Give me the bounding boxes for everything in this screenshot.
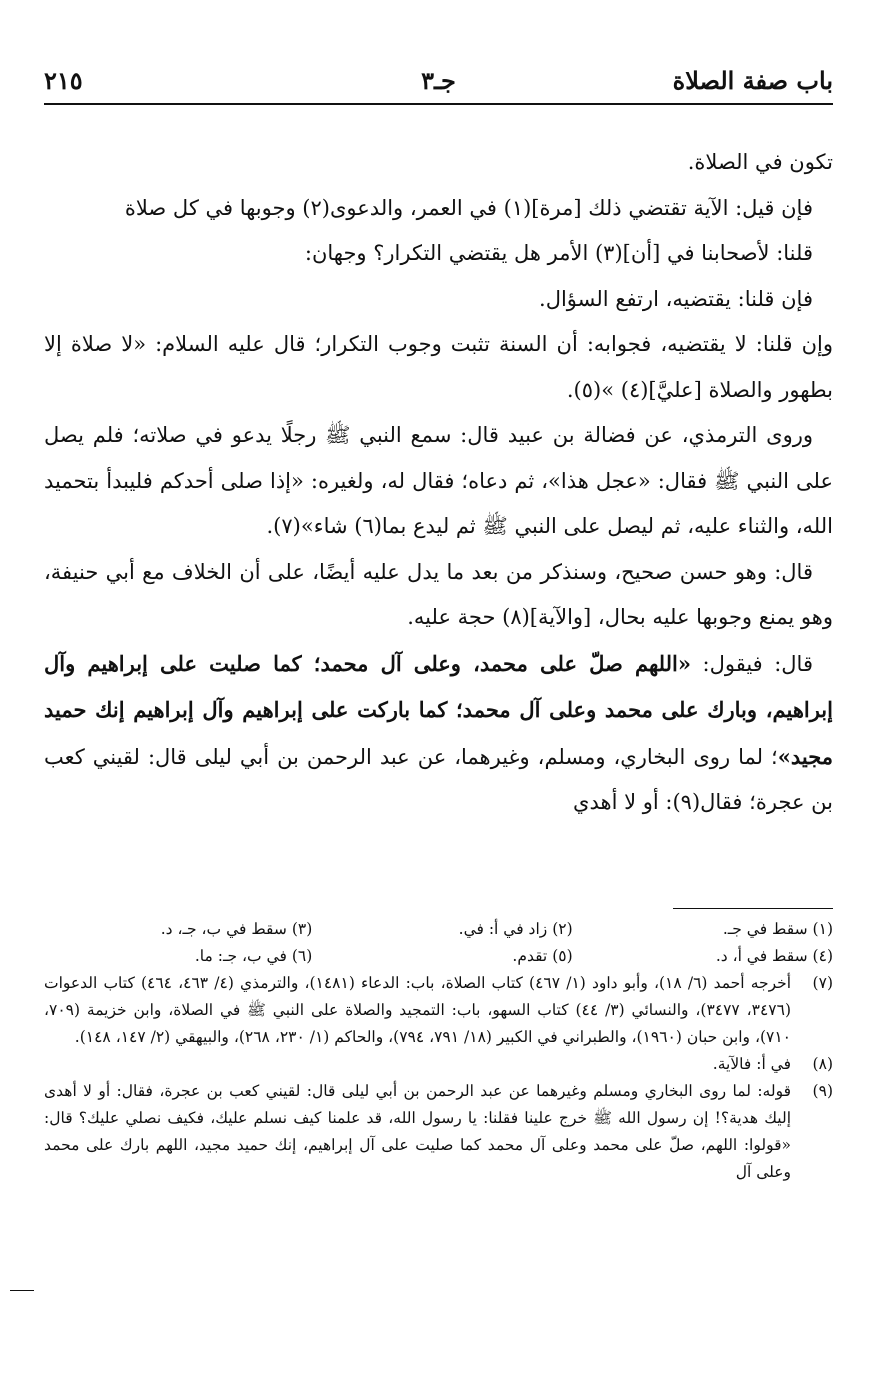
footnotes <box>44 916 833 1186</box>
salawat-formula: «اللهم صلّ على محمد، وعلى آل محمد؛ كما صليت على إبراهيم وآل إبراهيم، وبارك على محمد وعلى آل محمد؛ كما باركت على إبراهيم وآل إبراهيم إنك حميد مجيد» <box>44 650 833 769</box>
paragraph: فإن قلنا: يقتضيه، ارتفع السؤال. <box>539 286 813 311</box>
continuation-mark <box>10 1290 34 1291</box>
volume-label: جـ٣ <box>421 66 456 95</box>
footnote: (٣) سقط في ب، جـ، د. <box>160 920 313 938</box>
paragraph-lead: قال: فيقول: <box>691 651 813 676</box>
chapter-title: باب صفة الصلاة <box>672 66 833 95</box>
footnote <box>44 1051 833 1078</box>
footnote: (٤) سقط في أ، د. <box>715 947 833 965</box>
header-rule <box>44 103 833 105</box>
footnote-row <box>44 943 833 970</box>
paragraph <box>44 641 833 826</box>
footnote-text: أخرجه أحمد (٦/ ١٨)، وأبو داود (١/ ٤٦٧) كتاب الصلاة، باب: الدعاء (١٤٨١)، والترمذي (٤/ ٤٦٣، ٤٦٤) كتاب الدعوات (٣٤٧٦، ٣٤٧٧)، والنسائي (٣/ ٤٤) كتاب السهو، باب: التمجيد والصلاة على النبي ﷺ في الصلاة، وابن خزيمة (٧٠٩، ٧١٠)، وابن حبان (١٩٦٠)، والطبراني في الكبير (١٨/ ٧٩١، ٧٩٤)، والحاكم (١/ ٢٣٠، ٢٦٨)، والبيهقي (٢/ ١٤٧، ١٤٨). <box>44 974 792 1046</box>
paragraph-rest: ؛ لما روى البخاري، ومسلم، وغيرهما، عن عبد الرحمن بن أبي ليلى قال: لقيني كعب بن عجرة؛ فقال(٩): أو لا أهدي <box>44 744 833 814</box>
page-number: ٢١٥ <box>44 66 83 95</box>
page-header <box>44 62 833 102</box>
paragraph: فإن قيل: الآية تقتضي ذلك [مرة](١) في العمر، والدعوى(٢) وجوبها في كل صلاة <box>124 195 813 220</box>
footnote-row <box>44 916 833 943</box>
footnote-rule <box>673 908 833 909</box>
footnote <box>44 1078 833 1186</box>
paragraph: قلنا: لأصحابنا في [أن](٣) الأمر هل يقتضي التكرار؟ وجهان: <box>304 241 813 265</box>
footnote-number: (٩) <box>812 1082 833 1100</box>
paragraph: وإن قلنا: لا يقتضيه، فجوابه: أن السنة تثبت وجوب التكرار؛ قال عليه السلام: «لا صلاة إلا بطهور والصلاة [عليَّ](٤) »(٥). <box>44 332 833 402</box>
footnote: (٥) تقدم. <box>512 947 573 965</box>
footnote-number: (٧) <box>812 974 833 992</box>
footnote: (١) سقط في جـ. <box>722 920 833 938</box>
paragraph: وروى الترمذي، عن فضالة بن عبيد قال: سمع النبي ﷺ رجلًا يدعو في صلاته؛ فلم يصل على النبي ﷺ فقال: «عجل هذا»، ثم دعاه؛ فقال له، ولغيره: «إذا صلى أحدكم فليبدأ بتحميد الله، والثناء عليه، ثم ليصل على النبي ﷺ ثم ليدع بما(٦) شاء»(٧). <box>44 423 833 538</box>
footnote: (٦) في ب، جـ: ما. <box>194 947 313 965</box>
main-text <box>44 140 833 826</box>
footnote-number: (٨) <box>812 1055 833 1073</box>
footnote-text: في أ: فالآية. <box>712 1055 791 1073</box>
footnote <box>44 970 833 1051</box>
footnote: (٢) زاد في أ: في. <box>458 920 573 938</box>
paragraph: تكون في الصلاة. <box>687 150 833 174</box>
footnote-text: قوله: لما روى البخاري ومسلم وغيرهما عن عبد الرحمن بن أبي ليلى قال: لقيني كعب بن عجرة، فقال: أو لا أهدى إليك هدية؟! إن رسول الله ﷺ خرج علينا فقلنا: يا رسول الله، قد علمنا كيف نسلم عليك، فكيف نصلي عليك؟ قال: «قولوا: اللهم، صلّ على محمد وعلى آل محمد كما صليت على آل إبراهيم، إنك حميد مجيد، اللهم بارك على محمد وعلى آل <box>44 1082 791 1181</box>
paragraph: قال: وهو حسن صحيح، وسنذكر من بعد ما يدل عليه أيضًا، على أن الخلاف مع أبي حنيفة، وهو يمنع وجوبها عليه بحال، [والآية](٨) حجة عليه. <box>44 559 833 629</box>
